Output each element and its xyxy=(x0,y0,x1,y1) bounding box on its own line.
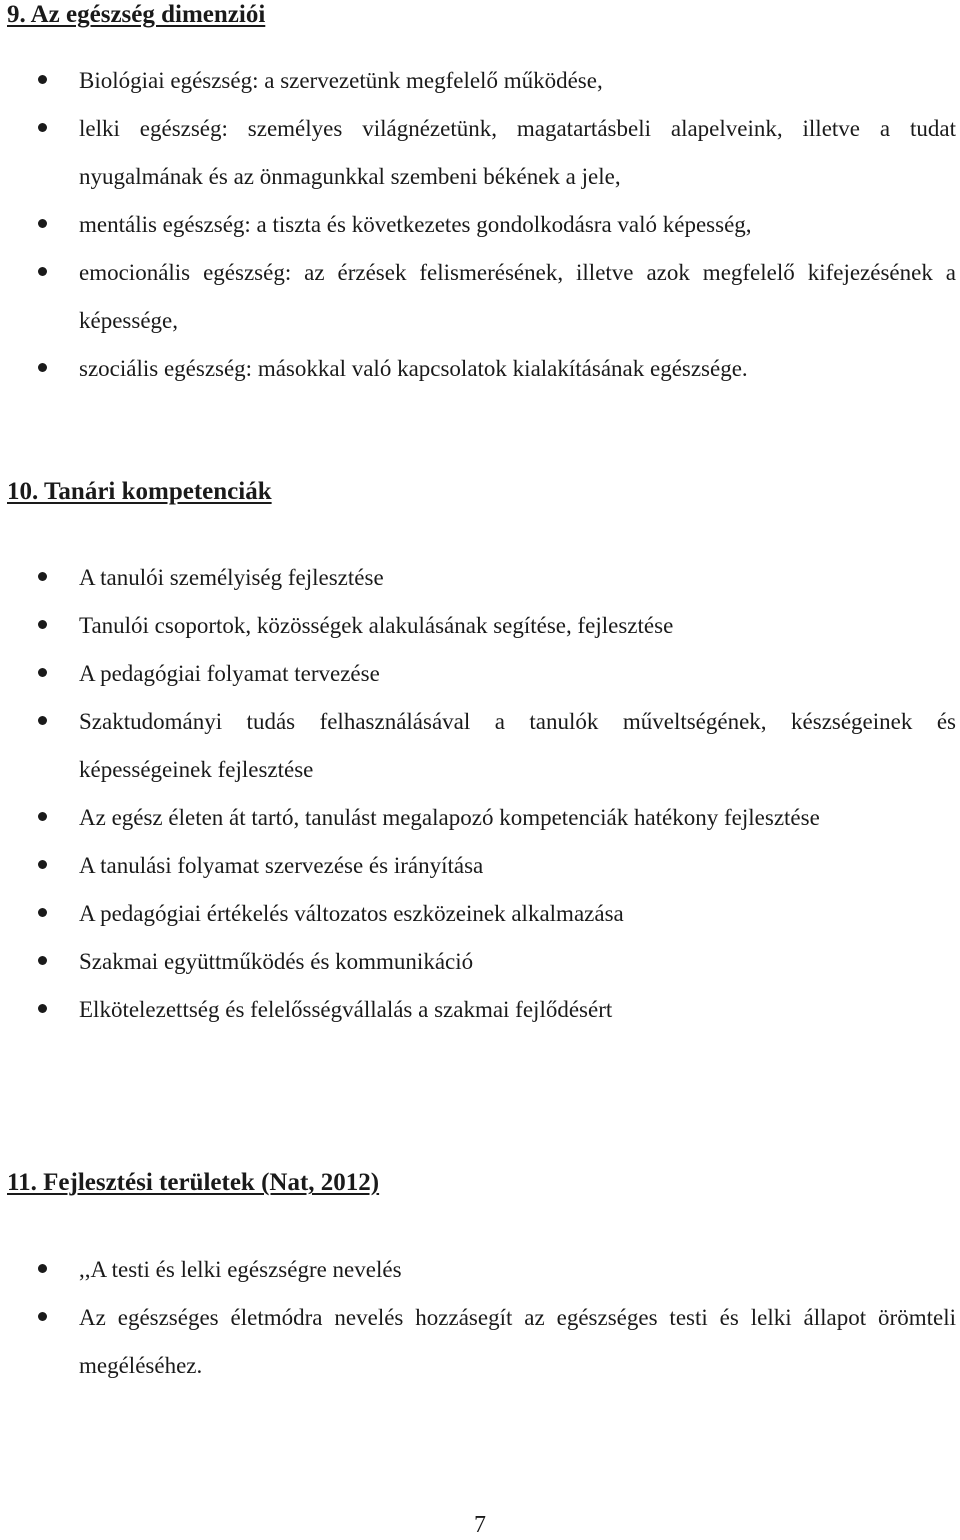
bullet-icon xyxy=(38,1312,47,1321)
list-item-text: Elkötelezettség és felelősségvállalás a szakmai fejlődésért xyxy=(79,997,613,1022)
bullet-icon xyxy=(38,620,47,629)
bullet-icon xyxy=(38,267,47,276)
list-item xyxy=(0,890,960,938)
bullet-icon xyxy=(38,75,47,84)
list-item xyxy=(0,57,960,105)
list-item xyxy=(0,650,960,698)
section-heading-9: 9. Az egészség dimenziói xyxy=(7,1,266,28)
list-item xyxy=(0,201,960,249)
section-heading-11: 11. Fejlesztési területek (Nat, 2012) xyxy=(7,1169,380,1196)
page-number: 7 xyxy=(474,1512,486,1538)
list-item-text: Szakmai együttműködés és kommunikáció xyxy=(79,949,474,974)
list-item-text: A pedagógiai értékelés változatos eszközeinek alkalmazása xyxy=(79,901,624,926)
bullet-icon xyxy=(38,572,47,581)
list-item-text: Biológiai egészség: a szervezetünk megfelelő működése, xyxy=(79,68,603,93)
list-item-text: ,,A testi és lelki egészségre nevelés xyxy=(79,1257,402,1282)
list-item-text: Az egészséges életmódra nevelés hozzásegít az egészséges testi és lelki állapot örömteli megéléséhez. xyxy=(79,1305,956,1378)
list-item-text: A pedagógiai folyamat tervezése xyxy=(79,661,380,686)
list-item xyxy=(0,842,960,890)
list-item-text: Tanulói csoportok, közösségek alakulásának segítése, fejlesztése xyxy=(79,613,674,638)
bullet-icon xyxy=(38,716,47,725)
list-item xyxy=(0,794,960,842)
list-item xyxy=(0,345,960,393)
bullet-icon xyxy=(38,1264,47,1273)
list-item-text: mentális egészség: a tiszta és következetes gondolkodásra való képesség, xyxy=(79,212,752,237)
bullet-icon xyxy=(38,1004,47,1013)
bullet-icon xyxy=(38,363,47,372)
bullet-icon xyxy=(38,860,47,869)
bullet-icon xyxy=(38,812,47,821)
list-item-text: Az egész életen át tartó, tanulást megalapozó kompetenciák hatékony fejlesztése xyxy=(79,805,820,830)
section-heading-10: 10. Tanári kompetenciák xyxy=(7,478,272,505)
list-item xyxy=(0,1294,960,1390)
section-list-10 xyxy=(0,554,960,1034)
list-item xyxy=(0,1246,960,1294)
bullet-icon xyxy=(38,123,47,132)
list-item-text: emocionális egészség: az érzések felismerésének, illetve azok megfelelő kifejezésének a képessége, xyxy=(79,260,956,333)
list-item xyxy=(0,986,960,1034)
list-item xyxy=(0,105,960,201)
list-item xyxy=(0,249,960,345)
section-list-11 xyxy=(0,1246,960,1390)
section-list-9 xyxy=(0,57,960,393)
bullet-icon xyxy=(38,956,47,965)
bullet-icon xyxy=(38,219,47,228)
list-item xyxy=(0,602,960,650)
list-item xyxy=(0,554,960,602)
list-item-text: lelki egészség: személyes világnézetünk, magatartásbeli alapelveink, illetve a tudat nyugalmának és az önmagunkkal szembeni békének a jele, xyxy=(79,116,956,189)
list-item-text: A tanulói személyiség fejlesztése xyxy=(79,565,384,590)
list-item xyxy=(0,698,960,794)
bullet-icon xyxy=(38,668,47,677)
list-item-text: szociális egészség: másokkal való kapcsolatok kialakításának egészsége. xyxy=(79,356,748,381)
list-item xyxy=(0,938,960,986)
bullet-icon xyxy=(38,908,47,917)
list-item-text: A tanulási folyamat szervezése és irányítása xyxy=(79,853,484,878)
list-item-text: Szaktudományi tudás felhasználásával a tanulók műveltségének, készségeinek és képességeinek fejlesztése xyxy=(79,709,956,782)
